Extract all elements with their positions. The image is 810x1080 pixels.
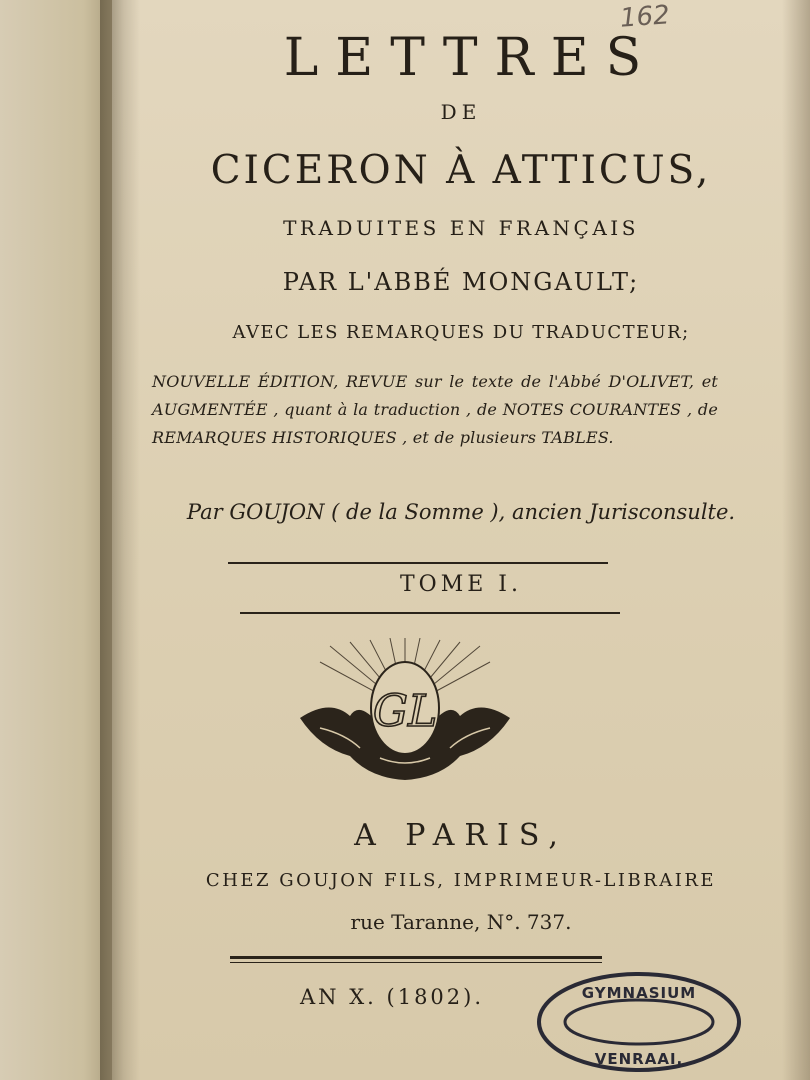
library-stamp: [534, 968, 744, 1076]
imprint-city: A PARIS,: [354, 818, 568, 853]
imprint-address: rue Taranne, N°. 737.: [350, 910, 572, 934]
double-rule-bottom: [230, 962, 602, 963]
rule-above-tome: [228, 562, 608, 564]
volume-number: TOME I.: [400, 572, 522, 597]
edition-description: NOUVELLE ÉDITION, REVUE sur le texte de l'Abbé D'OLIVET, et AUGMENTÉE , quant à la traduction , de NOTES COURANTES , de REMARQUES HISTORIQUES , et de plusieurs TABLES.: [152, 372, 718, 447]
title-traduites: TRADUITES EN FRANÇAIS: [283, 216, 639, 240]
printer-emblem: [290, 638, 520, 788]
stamp-top-text: GYMNASIUM: [581, 984, 697, 1002]
publication-date: AN X. (1802).: [300, 985, 485, 1009]
imprint-publisher: CHEZ GOUJON FILS, IMPRIMEUR-LIBRAIRE: [205, 870, 717, 891]
editor-byline: Par GOUJON ( de la Somme ), ancien Jurisconsulte.: [186, 500, 736, 524]
title-remarques: AVEC LES REMARQUES DU TRADUCTEUR;: [232, 322, 690, 343]
emblem-monogram: GL: [372, 686, 438, 737]
double-rule-top: [230, 956, 602, 959]
stamp-bottom-text: VENRAAI.: [594, 1050, 684, 1068]
title-de: DE: [440, 100, 482, 124]
title-ciceron-atticus: CICERON À ATTICUS,: [210, 148, 712, 193]
title-lettres: LETTRES: [283, 28, 659, 88]
rule-below-tome: [240, 612, 620, 614]
pencil-annotation: 162: [619, 0, 671, 34]
title-translator: PAR L'ABBÉ MONGAULT;: [282, 268, 640, 296]
